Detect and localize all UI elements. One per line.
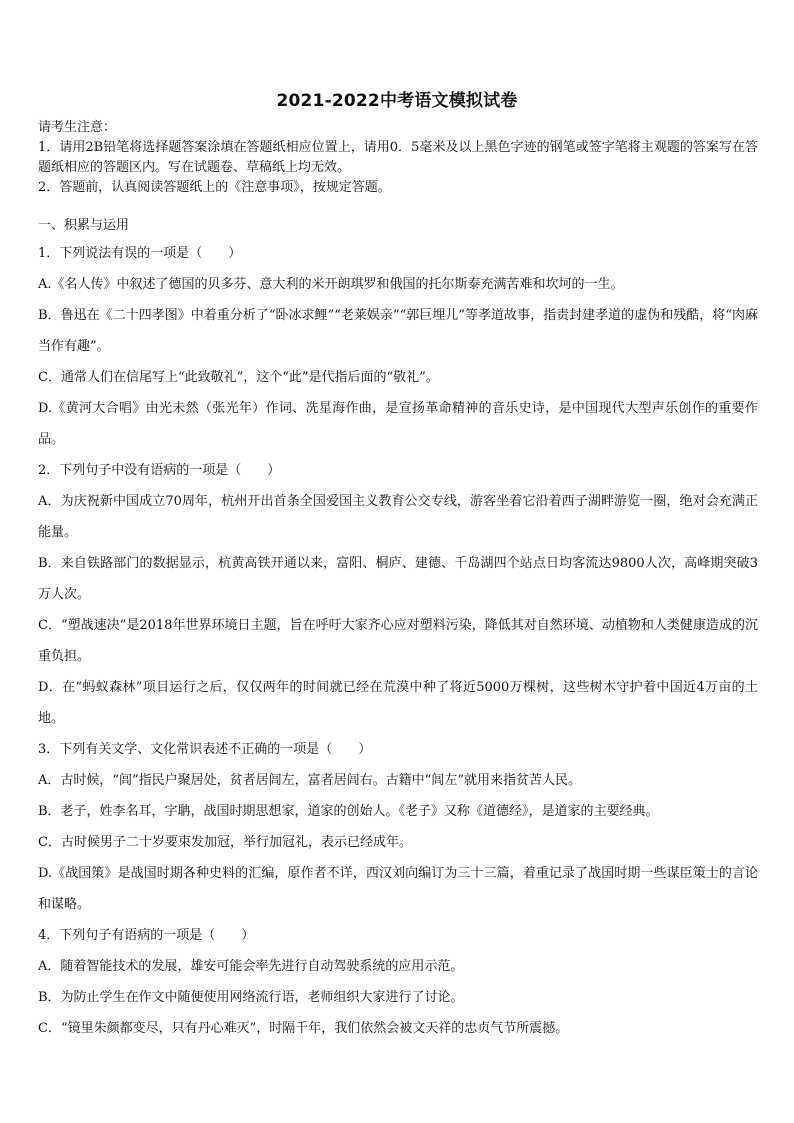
question-2	[38, 455, 758, 734]
option-a: A．随着智能技术的发展，雄安可能会率先进行自动驾驶系统的应用示范。	[38, 959, 464, 974]
exam-content	[38, 118, 758, 1044]
option-d: D.《战国策》是战国时期各种史料的汇编，原作者不详，西汉刘向编订为三十三篇，着重记录了战国时期一些谋臣策士的言论和谋略。	[38, 866, 758, 912]
question-1	[38, 238, 758, 455]
notice-item-1: 1．请用2B铅笔将选择题答案涂填在答题纸相应位置上，请用0．5毫米及以上黑色字迹的钢笔或签字笔将主观题的答案写在答题纸相应的答题区内。写在试题卷、草稿纸上均无效。	[38, 140, 758, 175]
section-title: 一、积累与运用	[38, 218, 130, 233]
option-b: B．鲁迅在《二十四孝图》中着重分析了“卧冰求鲤”“老莱娱亲”“郭巨埋儿”等孝道故事，指责封建孝道的虚伪和残酷，将“肉麻当作有趣”。	[38, 308, 758, 354]
question-3	[38, 734, 758, 920]
option-c: C．“镜里朱颜都变尽，只有丹心难灭”，时隔千年，我们依然会被文天祥的忠贞气节所震撼。	[38, 1021, 569, 1036]
notice-block	[38, 118, 758, 198]
option-b: B．来自铁路部门的数据显示，杭黄高铁开通以来，富阳、桐庐、建德、千岛湖四个站点日均客流达9800人次，高峰期突破3万人次。	[38, 556, 758, 602]
question-stem: 4．下列句子有语病的一项是（ ）	[38, 928, 255, 943]
question-stem: 3．下列有关文学、文化常识表述不正确的一项是（ ）	[38, 742, 372, 757]
page-title: 2021-2022中考语文模拟试卷	[276, 91, 518, 111]
option-a: A.《名人传》中叙述了德国的贝多芬、意大利的米开朗琪罗和俄国的托尔斯泰充满苦难和坎坷的一生。	[38, 277, 624, 292]
option-c: C．“塑战速决”是2018年世界环境日主题，旨在呼吁大家齐心应对塑料污染，降低其对自然环境、动植物和人类健康造成的沉重负担。	[38, 618, 758, 664]
option-b: B．老子，姓李名耳，字聃，战国时期思想家，道家的创始人。《老子》又称《道德经》，是道家的主要经典。	[38, 804, 659, 819]
option-a: A．为庆祝新中国成立70周年，杭州开出首条全国爱国主义教育公交专线，游客坐着它沿着西子湖畔游览一圈，绝对会充满正能量。	[38, 494, 758, 540]
notice-heading: 请考生注意：	[38, 120, 117, 135]
option-c: C．古时候男子二十岁要束发加冠，举行加冠礼，表示已经成年。	[38, 835, 412, 850]
option-c: C．通常人们在信尾写上“此致敬礼”，这个“此”是代指后面的“敬礼”。	[38, 370, 439, 385]
question-stem: 2．下列句子中没有语病的一项是（ ）	[38, 463, 281, 478]
question-stem: 1．下列说法有误的一项是（ ）	[38, 246, 242, 261]
option-b: B．为防止学生在作文中随便使用网络流行语，老师组织大家进行了讨论。	[38, 990, 464, 1005]
option-d: D.《黄河大合唱》由光未然（张光年）作词、冼星海作曲，是宣扬革命精神的音乐史诗，是中国现代大型声乐创作的重要作品。	[38, 401, 758, 447]
option-d: D．在“蚂蚁森林”项目运行之后，仅仅两年的时间就已经在荒漠中种了将近5000万棵树，这些树木守护着中国近4万亩的土地。	[38, 680, 758, 726]
option-a: A．古时候，“闾”指民户聚居处，贫者居闾左，富者居闾右。古籍中“闾左”就用来指贫苦人民。	[38, 773, 581, 788]
question-4	[38, 920, 758, 1044]
notice-item-2: 2．答题前，认真阅读答题纸上的《注意事项》，按规定答题。	[38, 180, 391, 195]
